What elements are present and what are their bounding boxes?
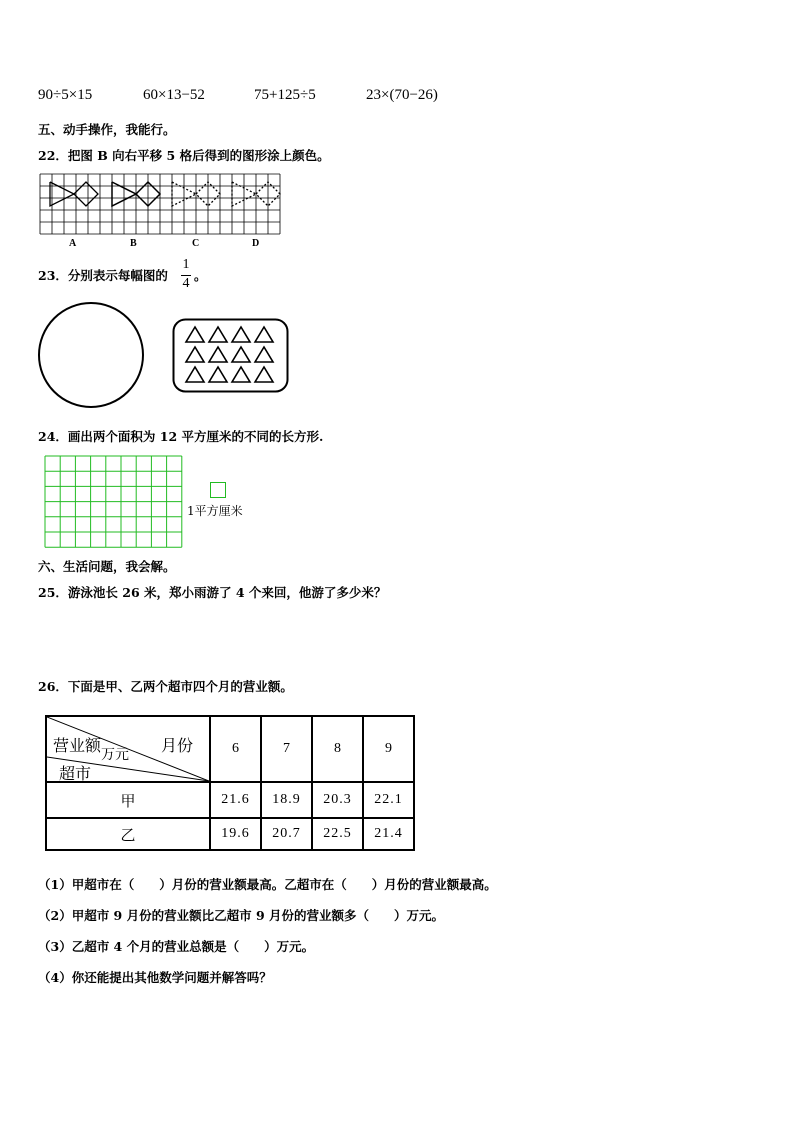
fraction-denominator: 4: [182, 276, 190, 291]
label-b: B: [130, 238, 137, 249]
month-header: 9: [363, 716, 414, 782]
section-5-title: 五、动手操作，我能行。: [38, 122, 176, 137]
expression-3: 75+125÷5: [254, 87, 316, 103]
expression-1: 90÷5×15: [38, 87, 93, 103]
triangle: [209, 367, 227, 382]
header-unit: 万元: [101, 747, 129, 763]
triangle: [186, 367, 204, 382]
sub-question-2: （2）甲超市 9 月份的营业额比乙超市 9 月份的营业额多（ ）万元。: [38, 908, 445, 923]
triangle: [209, 327, 227, 342]
revenue-cell: 20.7: [261, 818, 312, 850]
question-23-text: 23．分别表示每幅图的: [38, 268, 168, 283]
triangle: [255, 327, 273, 342]
sub-question-3: （3）乙超市 4 个月的营业总额是（ ）万元。: [38, 939, 315, 954]
market-name: 乙: [46, 818, 210, 850]
question-25-text: 25．游泳池长 26 米，郑小雨游了 4 个来回，他游了多少米？: [38, 585, 387, 600]
table-row: [46, 782, 414, 818]
expression-4: 23×(70−26): [366, 87, 438, 103]
month-header: 7: [261, 716, 312, 782]
revenue-cell: 18.9: [261, 782, 312, 818]
triangle: [186, 347, 204, 362]
question-24-text: 24．画出两个面积为 12 平方厘米的不同的长方形.: [38, 429, 324, 444]
question-26-text: 26．下面是甲、乙两个超市四个月的营业额。: [38, 679, 293, 694]
label-a: A: [69, 238, 77, 249]
sales-table: [45, 715, 415, 851]
section-6-title: 六、生活问题，我会解。: [38, 559, 176, 574]
triangle: [232, 347, 250, 362]
triangle: [186, 327, 204, 342]
triangle: [232, 367, 250, 382]
month-header: 8: [312, 716, 363, 782]
label-d: D: [252, 238, 260, 249]
revenue-cell: 22.1: [363, 782, 414, 818]
month-header: 6: [210, 716, 261, 782]
question-23-tail: 。: [194, 268, 207, 283]
table-header-corner: [46, 716, 210, 782]
expression-2: 60×13−52: [143, 87, 205, 103]
label-c: C: [192, 238, 200, 249]
fraction-numerator: 1: [182, 257, 190, 272]
sub-question-4: （4）你还能提出其他数学问题并解答吗？: [38, 970, 272, 985]
revenue-cell: 21.4: [363, 818, 414, 850]
revenue-cell: 22.5: [312, 818, 363, 850]
area-grid[interactable]: [44, 455, 184, 549]
market-name: 甲: [46, 782, 210, 818]
revenue-cell: 21.6: [210, 782, 261, 818]
unit-square: [210, 482, 226, 498]
unit-square-label: 1平方厘米: [187, 504, 243, 518]
translation-grid: [38, 172, 284, 236]
triangle: [255, 347, 273, 362]
sub-question-1: （1）甲超市在（ ）月份的营业额最高。乙超市在（ ）月份的营业额最高。: [38, 877, 497, 892]
triangles-figure: [172, 318, 290, 394]
triangle: [232, 327, 250, 342]
header-revenue: 营业额: [53, 736, 102, 755]
circle-figure: [36, 300, 148, 412]
header-month: 月份: [161, 736, 194, 755]
revenue-cell: 19.6: [210, 818, 261, 850]
triangle: [209, 347, 227, 362]
header-market: 超市: [59, 764, 92, 783]
table-row: [46, 818, 414, 850]
triangle: [255, 367, 273, 382]
question-22-text: 22．把图 B 向右平移 5 格后得到的图形涂上颜色。: [38, 148, 330, 163]
revenue-cell: 20.3: [312, 782, 363, 818]
